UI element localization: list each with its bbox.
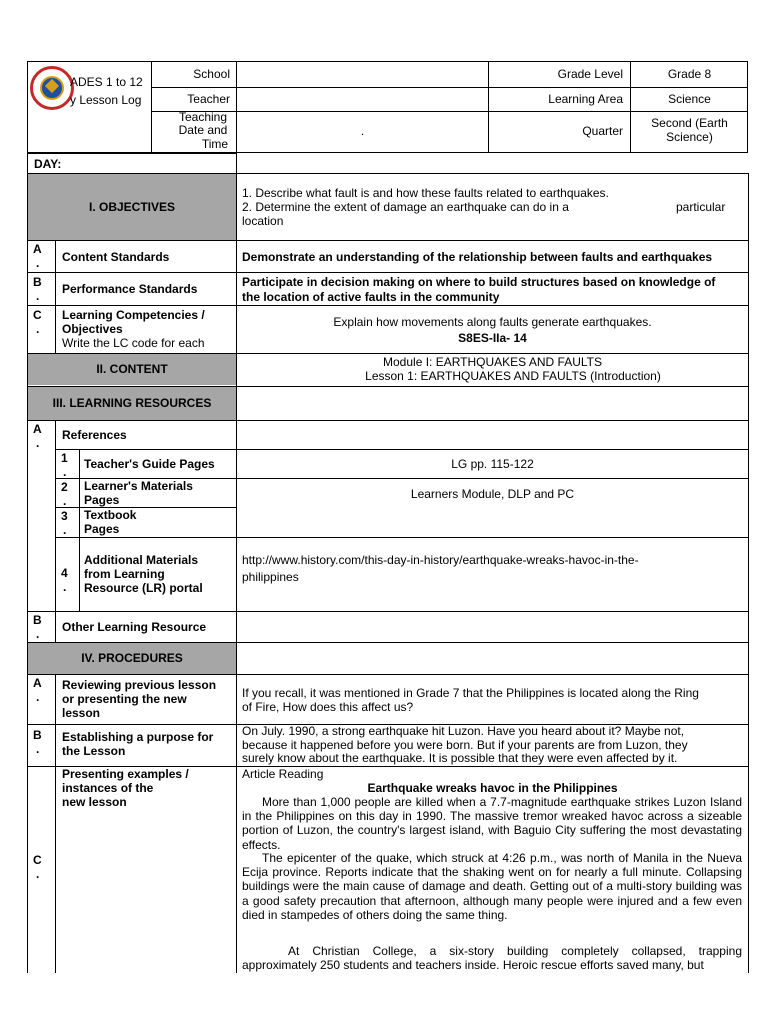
quarter-value-1: Second (Earth — [651, 116, 728, 130]
date-label-3: Time — [201, 137, 229, 151]
additional-materials-label-3: Resource (LR) portal — [84, 581, 203, 595]
objective-1: 1. Describe what fault is and how these faults related to earthquakes. — [242, 186, 609, 200]
objective-2-tail: particular — [676, 200, 726, 214]
references-letter: A — [33, 422, 42, 436]
reviewing-label-1: Reviewing previous lesson — [62, 678, 217, 692]
tg-pages-label: Teacher's Guide Pages — [84, 457, 215, 471]
article-paragraph-1: More than 1,000 people are killed when a 7.7-magnitude earthquake strikes Luzon Island in the Philippines on this day in 1990. The massive tremor wreaked havoc across a sizeable portion of Luzon, the country's largest island, with Baguio City suffering the most devastating effects. — [242, 795, 742, 852]
competencies-label-2: Objectives — [62, 322, 123, 336]
textbook-pages-label-2: Pages — [84, 522, 120, 536]
article-paragraph-3: At Christian College, a six-story building completely collapsed, trapping approximately 250 students and teachers inside. Heroic rescue efforts saved many, but — [242, 944, 742, 973]
content-module: Module I: EARTHQUAKES AND FAULTS — [383, 355, 602, 369]
date-value: . — [360, 124, 365, 138]
logo-text-line1: ADES 1 to 12 — [70, 75, 143, 89]
competencies-dot: . — [36, 322, 40, 336]
content-standards-dot: . — [36, 256, 40, 270]
purpose-letter: B — [33, 728, 42, 742]
article-title: Earthquake wreaks havoc in the Philippines — [367, 781, 618, 795]
grade-level-label: Grade Level — [557, 67, 623, 81]
day-label: DAY: — [34, 157, 62, 171]
lm-pages-dot: . — [63, 494, 67, 508]
content-standards-value: Demonstrate an understanding of the relationship between faults and earthquakes — [242, 250, 713, 264]
purpose-dot: . — [36, 742, 40, 756]
other-resource-label: Other Learning Resource — [62, 620, 207, 634]
competencies-letter: C — [33, 308, 42, 322]
reviewing-dot: . — [36, 690, 40, 704]
teacher-label: Teacher — [187, 92, 230, 106]
reviewing-value-2: of Fire, How does this affect us? — [242, 700, 414, 714]
additional-materials-label-1: Additional Materials — [84, 553, 199, 567]
school-label: School — [193, 67, 230, 81]
reviewing-value-1: If you recall, it was mentioned in Grade 7 that the Philippines is located along the Ring — [242, 686, 699, 700]
content-standards-label: Content Standards — [62, 250, 170, 264]
objectives-heading: I. OBJECTIVES — [88, 200, 176, 214]
reviewing-label-3: lesson — [62, 706, 101, 720]
competencies-label-1: Learning Competencies / — [62, 308, 205, 322]
purpose-value-2: because it happened before you were born. But if your parents are from Luzon, they — [242, 738, 688, 752]
performance-standards-value-2: the location of active faults in the community — [242, 290, 500, 304]
article-intro: Article Reading — [242, 767, 324, 781]
procedures-heading: IV. PROCEDURES — [81, 651, 183, 665]
purpose-label-2: the Lesson — [62, 744, 126, 758]
resources-heading: III. LEARNING RESOURCES — [52, 396, 212, 410]
lm-pages-label-1: Learner's Materials — [84, 479, 193, 493]
purpose-value-1: On July. 1990, a strong earthquake hit Luzon. Have you heard about it? Maybe not, — [242, 724, 685, 738]
tg-pages-dot: . — [63, 465, 67, 479]
competencies-label-3: Write the LC code for each — [62, 336, 205, 350]
references-label: References — [62, 428, 127, 442]
tg-pages-num: 1 — [61, 451, 68, 465]
quarter-label: Quarter — [582, 124, 623, 138]
learning-area-label: Learning Area — [548, 92, 623, 106]
content-standards-letter: A — [33, 242, 42, 256]
performance-standards-dot: . — [36, 289, 40, 303]
textbook-pages-dot: . — [63, 523, 67, 537]
competencies-value-1: Explain how movements along faults generate earthquakes. — [333, 315, 652, 329]
additional-materials-link-1[interactable]: http://www.history.com/this-day-in-history/earthquake-wreaks-havoc-in-the- — [242, 553, 639, 567]
lm-pages-value: Learners Module, DLP and PC — [410, 487, 575, 501]
deped-seal-logo — [30, 66, 74, 110]
purpose-value-3: surely know about the earthquake. It is possible that they were even affected by it. — [242, 751, 678, 765]
objective-3: location — [242, 214, 284, 228]
grade-level-value: Grade 8 — [667, 67, 712, 81]
content-lesson: Lesson 1: EARTHQUAKES AND FAULTS (Introduction) — [365, 369, 661, 383]
lm-pages-label-2: Pages — [84, 493, 120, 507]
textbook-pages-label-1: Textbook — [84, 508, 137, 522]
examples-letter: C — [33, 853, 42, 867]
date-label-1: Teaching — [178, 110, 228, 124]
reviewing-letter: A — [33, 676, 42, 690]
competencies-code: S8ES-IIa- 14 — [458, 331, 527, 345]
article-paragraph-2: The epicenter of the quake, which struck at 4:26 p.m., was north of Manila in the Nueva Ecija province. Reports indicate that the shaking went on for nearly a full minute. Collapsing buildings were the main cause of damage and death. Getting out of a multi-story building was a good safety precaution that afternoon, although many people were injured and a few even died in stampedes of others doing the same thing. — [242, 851, 742, 922]
additional-materials-label-2: from Learning — [84, 567, 165, 581]
performance-standards-label: Performance Standards — [62, 282, 198, 296]
lm-pages-num: 2 — [61, 480, 68, 494]
tg-pages-value: LG pp. 115-122 — [451, 457, 534, 471]
objective-2: 2. Determine the extent of damage an earthquake can do in a — [242, 200, 569, 214]
examples-label-3: new lesson — [62, 795, 127, 809]
learning-area-value: Science — [668, 92, 711, 106]
logo-text-line2: y Lesson Log — [70, 93, 142, 107]
other-resource-dot: . — [36, 627, 40, 641]
purpose-label-1: Establishing a purpose for — [62, 730, 214, 744]
other-resource-letter: B — [33, 613, 42, 627]
additional-materials-link-2[interactable]: philippines — [242, 570, 299, 584]
references-dot: . — [36, 436, 40, 450]
additional-materials-num: 4 — [61, 566, 68, 580]
performance-standards-value-1: Participate in decision making on where to build structures based on knowledge of — [242, 275, 716, 289]
examples-dot: . — [36, 867, 40, 881]
reviewing-label-2: or presenting the new — [62, 692, 187, 706]
textbook-pages-num: 3 — [61, 509, 68, 523]
quarter-value-2: Science) — [666, 130, 713, 144]
performance-standards-letter: B — [33, 275, 42, 289]
examples-label-1: Presenting examples / — [62, 767, 189, 781]
date-label-2: Date and — [178, 123, 228, 137]
content-heading: II. CONTENT — [96, 362, 168, 376]
examples-label-2: instances of the — [62, 781, 154, 795]
additional-materials-dot: . — [63, 580, 67, 594]
